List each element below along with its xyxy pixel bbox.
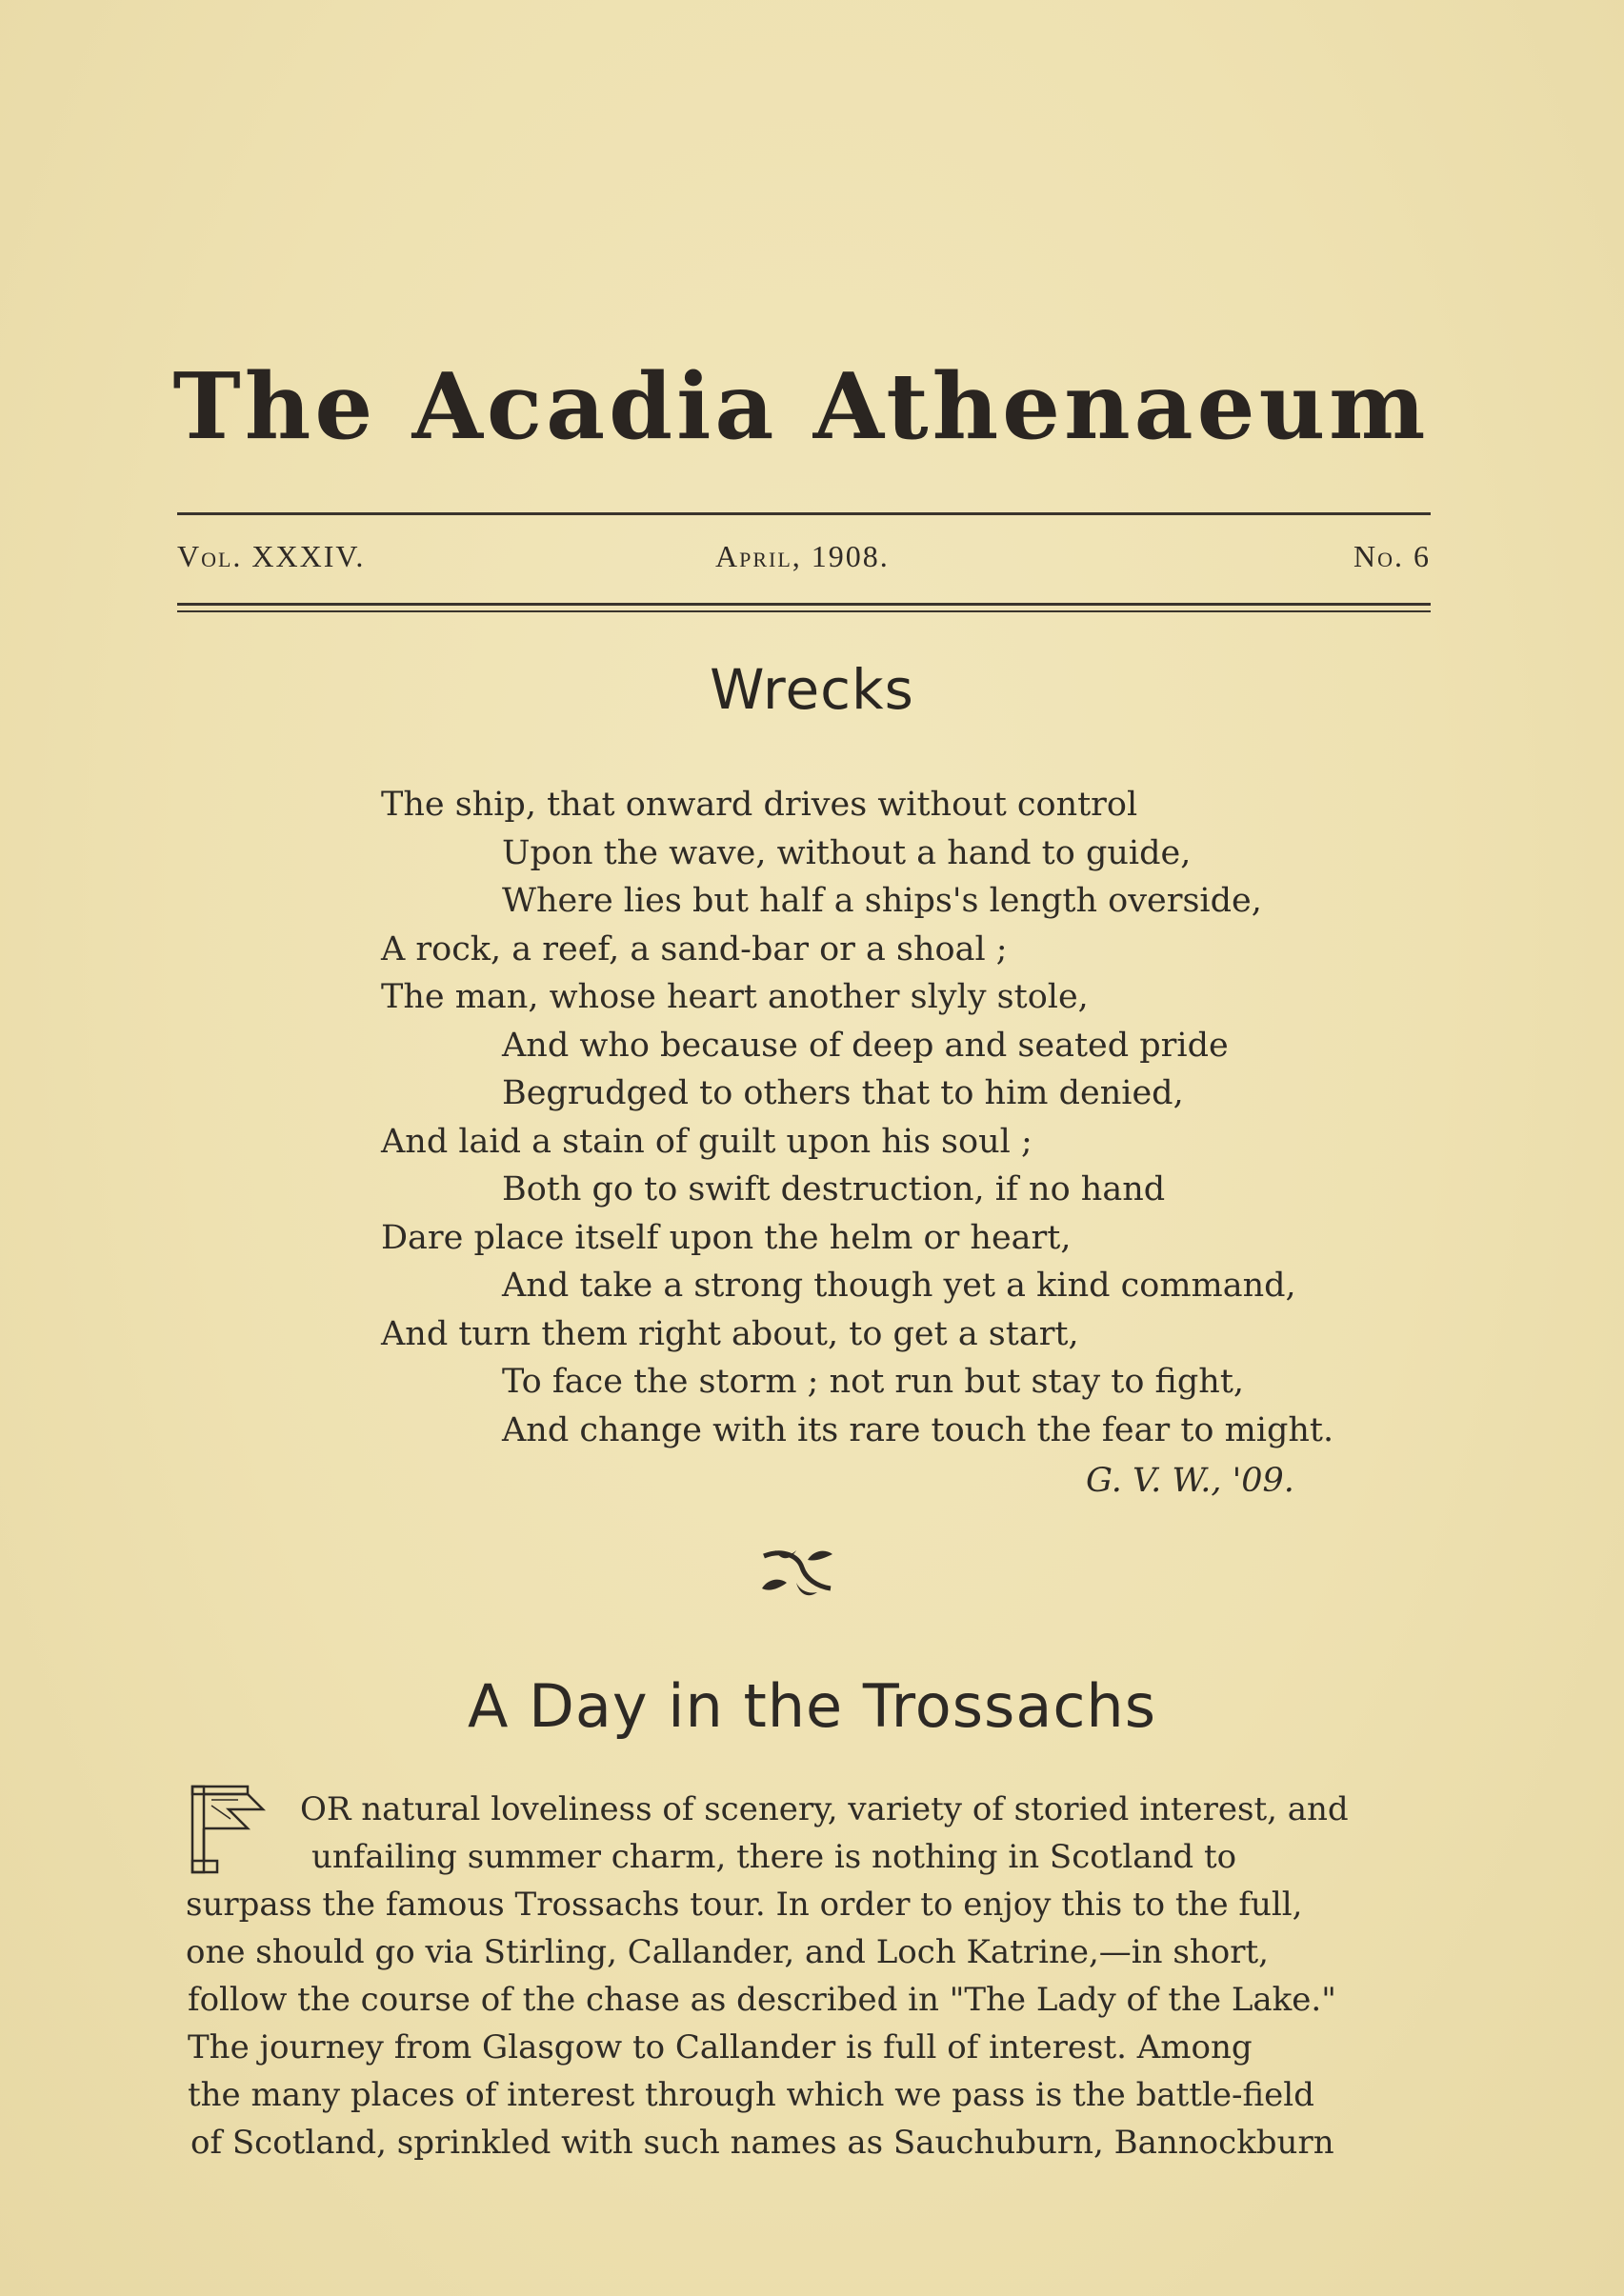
- article-line: OR natural loveliness of scenery, variety of storied interest, and: [300, 1790, 1349, 1828]
- volume-label: Vol. XXXIV.: [177, 539, 366, 573]
- article-line: of Scotland, sprinkled with such names as Sauchuburn, Bannockburn: [190, 2124, 1334, 2162]
- poem-line: To face the storm ; not run but stay to fight,: [502, 1363, 1245, 1401]
- poem-line: And turn them right about, to get a start,: [381, 1314, 1079, 1353]
- article-title: A Day in the Trossachs: [467, 1671, 1157, 1741]
- poem-line: A rock, a reef, a sand-bar or a shoal ;: [381, 929, 1008, 968]
- issue-header: [177, 539, 1431, 577]
- fleuron-ornament-icon: [754, 1543, 840, 1600]
- article-line: one should go via Stirling, Callander, and Loch Katrine,—in short,: [186, 1933, 1269, 1971]
- issue-number: No. 6: [1353, 539, 1431, 573]
- poem-signature: G. V. W., '09.: [1086, 1462, 1294, 1500]
- poem-line: Begrudged to others that to him denied,: [502, 1074, 1184, 1112]
- article-line: The journey from Glasgow to Callander is full of interest. Among: [188, 2028, 1253, 2066]
- dropcap-letter-f-icon: [190, 1785, 267, 1875]
- article-line: follow the course of the chase as described in "The Lady of the Lake.": [188, 1981, 1336, 2019]
- header-double-rule-bottom: [177, 610, 1431, 612]
- poem-body: [381, 781, 1429, 1454]
- article-line: surpass the famous Trossachs tour. In order to enjoy this to the full,: [186, 1886, 1303, 1924]
- poem-line: Dare place itself upon the helm or heart,: [381, 1218, 1072, 1257]
- article-line: unfailing summer charm, there is nothing in Scotland to: [311, 1838, 1237, 1876]
- poem-title: Wrecks: [710, 657, 914, 722]
- issue-date: April, 1908.: [715, 539, 890, 573]
- poem-line: And change with its rare touch the fear to might.: [502, 1410, 1334, 1449]
- poem-line: And take a strong though yet a kind command,: [502, 1267, 1296, 1305]
- masthead-title: The Acadia Athenaeum: [172, 352, 1430, 460]
- poem-line: And who because of deep and seated pride: [502, 1026, 1229, 1065]
- poem-line: Both go to swift destruction, if no hand: [502, 1170, 1166, 1208]
- article-line: the many places of interest through which we pass is the battle-field: [188, 2076, 1314, 2114]
- poem-line: The ship, that onward drives without control: [381, 786, 1138, 824]
- poem-line: Upon the wave, without a hand to guide,: [502, 833, 1192, 872]
- masthead-top-rule: [177, 512, 1431, 515]
- poem-line: Where lies but half a ships's length overside,: [502, 882, 1262, 920]
- poem-line: And laid a stain of guilt upon his soul ;: [381, 1122, 1033, 1161]
- poem-line: The man, whose heart another slyly stole,: [381, 978, 1089, 1016]
- header-double-rule-top: [177, 603, 1431, 606]
